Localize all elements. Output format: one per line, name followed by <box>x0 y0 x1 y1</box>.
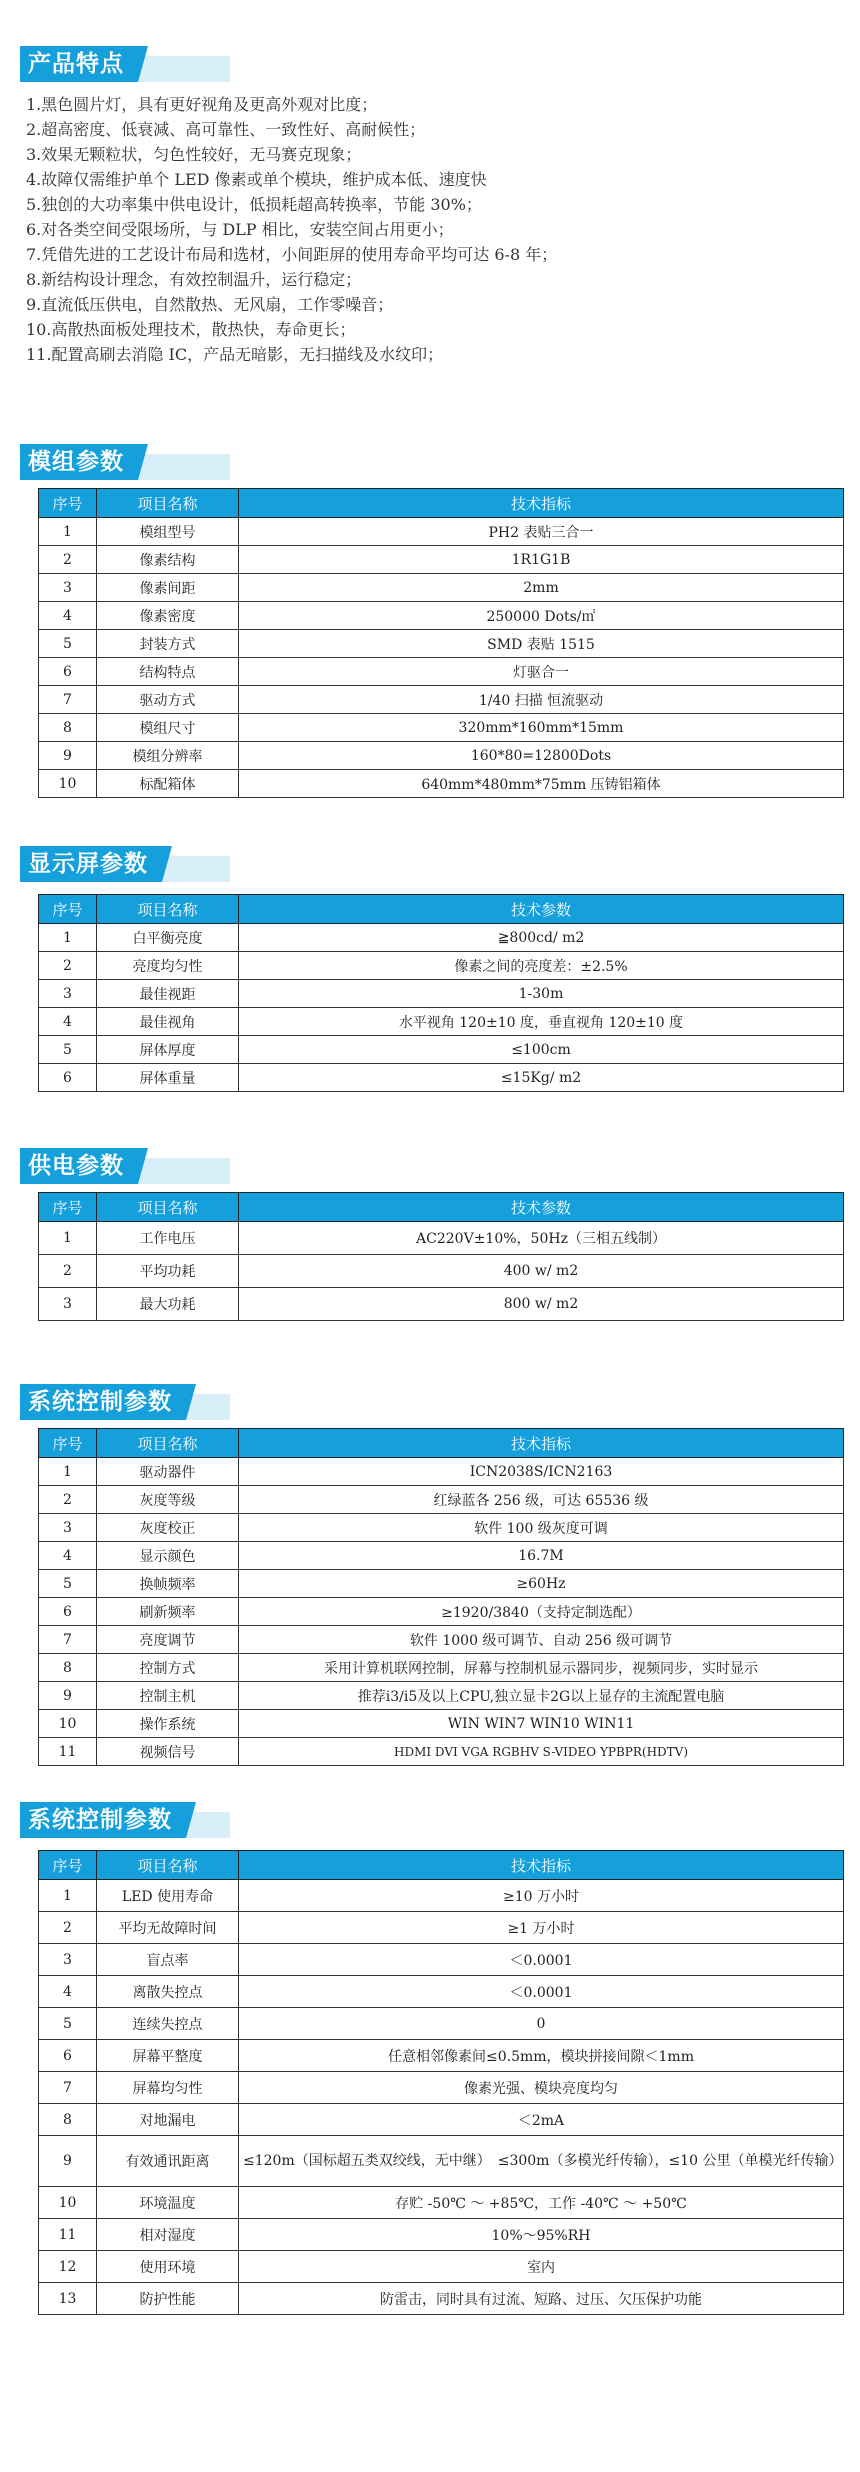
row-index: 3 <box>39 574 97 602</box>
module-banner <box>20 440 860 484</box>
spec-value: 800 w/ m2 <box>239 1288 844 1321</box>
column-header: 项目名称 <box>97 1429 239 1458</box>
column-header: 技术参数 <box>239 895 844 924</box>
spec-value: ≧800cd/ m2 <box>239 924 844 952</box>
table-row <box>39 2283 844 2315</box>
table-row <box>39 980 844 1008</box>
row-index: 9 <box>39 2136 97 2187</box>
item-name: 屏体重量 <box>97 1064 239 1092</box>
spec-value: 640mm*480mm*75mm 压铸铝箱体 <box>239 770 844 798</box>
spec-value: AC220V±10%，50Hz（三相五线制） <box>239 1222 844 1255</box>
item-name: 工作电压 <box>97 1222 239 1255</box>
row-index: 6 <box>39 2040 97 2072</box>
table-row <box>39 602 844 630</box>
table-row <box>39 2251 844 2283</box>
table-row <box>39 1912 844 1944</box>
item-name: 最大功耗 <box>97 1288 239 1321</box>
table-row <box>39 686 844 714</box>
table-row <box>39 1738 844 1766</box>
item-name: 视频信号 <box>97 1738 239 1766</box>
table-row <box>39 770 844 798</box>
row-index: 7 <box>39 686 97 714</box>
spec-value: 160*80=12800Dots <box>239 742 844 770</box>
row-index: 5 <box>39 630 97 658</box>
row-index: 1 <box>39 924 97 952</box>
row-index: 13 <box>39 2283 97 2315</box>
row-index: 1 <box>39 1880 97 1912</box>
table-row <box>39 1626 844 1654</box>
item-name: 灰度校正 <box>97 1514 239 1542</box>
row-index: 2 <box>39 1486 97 1514</box>
row-index: 1 <box>39 1222 97 1255</box>
feature-item: 1.黑色圆片灯，具有更好视角及更高外观对比度； <box>26 95 378 114</box>
table-header-row <box>39 1851 844 1880</box>
spec-value: 10%～95%RH <box>239 2219 844 2251</box>
row-index: 9 <box>39 1682 97 1710</box>
spec-value: 任意相邻像素间≤0.5mm，模块拼接间隙＜1mm <box>239 2040 844 2072</box>
feature-item: 3.效果无颗粒状，匀色性较好，无马赛克现象； <box>26 145 362 164</box>
column-header: 序号 <box>39 1851 97 1880</box>
row-index: 1 <box>39 518 97 546</box>
row-index: 11 <box>39 1738 97 1766</box>
row-index: 3 <box>39 1288 97 1321</box>
item-name: 驱动器件 <box>97 1458 239 1486</box>
item-name: 操作系统 <box>97 1710 239 1738</box>
item-name: 控制方式 <box>97 1654 239 1682</box>
feature-item: 4.故障仅需维护单个 LED 像素或单个模块，维护成本低、速度快 <box>26 170 487 189</box>
spec-value: ≤15Kg/ m2 <box>239 1064 844 1092</box>
table-row <box>39 1654 844 1682</box>
item-name: 亮度均匀性 <box>97 952 239 980</box>
row-index: 1 <box>39 1458 97 1486</box>
item-name: 最佳视距 <box>97 980 239 1008</box>
row-index: 10 <box>39 770 97 798</box>
control-section <box>0 1380 860 1424</box>
item-name: 像素密度 <box>97 602 239 630</box>
column-header: 技术指标 <box>239 1429 844 1458</box>
table-header-row <box>39 1429 844 1458</box>
spec-value: ＜2mA <box>239 2104 844 2136</box>
item-name: 使用环境 <box>97 2251 239 2283</box>
spec-value: ≥10 万小时 <box>239 1880 844 1912</box>
item-name: 灰度等级 <box>97 1486 239 1514</box>
spec-value: HDMI DVI VGA RGBHV S-VIDEO YPBPR(HDTV) <box>239 1738 844 1766</box>
feature-item: 9.直流低压供电，自然散热、无风扇，工作零噪音； <box>26 295 394 314</box>
table-row <box>39 1570 844 1598</box>
row-index: 6 <box>39 658 97 686</box>
row-index: 5 <box>39 1036 97 1064</box>
column-header: 序号 <box>39 489 97 518</box>
table-row <box>39 1222 844 1255</box>
spec-value: 红绿蓝各 256 级，可达 65536 级 <box>239 1486 844 1514</box>
table-row <box>39 1036 844 1064</box>
row-index: 7 <box>39 1626 97 1654</box>
row-index: 2 <box>39 1255 97 1288</box>
row-index: 3 <box>39 980 97 1008</box>
column-header: 项目名称 <box>97 1193 239 1222</box>
display-title: 显示屏参数 <box>20 846 162 882</box>
reliability-title: 系统控制参数 <box>20 1802 186 1838</box>
spec-value: 1-30m <box>239 980 844 1008</box>
feature-item: 6.对各类空间受限场所，与 DLP 相比，安装空间占用更小； <box>26 220 454 239</box>
item-name: 封装方式 <box>97 630 239 658</box>
module-spec-table <box>38 488 844 798</box>
row-index: 4 <box>39 1008 97 1036</box>
spec-value: 像素光强、模块亮度均匀 <box>239 2072 844 2104</box>
module-title: 模组参数 <box>20 444 138 480</box>
spec-value: 400 w/ m2 <box>239 1255 844 1288</box>
row-index: 6 <box>39 1064 97 1092</box>
row-index: 9 <box>39 742 97 770</box>
display-section <box>0 842 860 886</box>
table-row <box>39 1682 844 1710</box>
row-index: 7 <box>39 2072 97 2104</box>
item-name: 防护性能 <box>97 2283 239 2315</box>
spec-value: 软件 1000 级可调节、自动 256 级可调节 <box>239 1626 844 1654</box>
item-name: 屏幕平整度 <box>97 2040 239 2072</box>
table-row <box>39 2040 844 2072</box>
row-index: 8 <box>39 714 97 742</box>
item-name: 标配箱体 <box>97 770 239 798</box>
row-index: 4 <box>39 602 97 630</box>
table-row <box>39 2008 844 2040</box>
table-row <box>39 1008 844 1036</box>
spec-value: ≥1 万小时 <box>239 1912 844 1944</box>
control-spec-table <box>38 1428 844 1766</box>
item-name: 亮度调节 <box>97 1626 239 1654</box>
column-header: 序号 <box>39 1429 97 1458</box>
spec-value: ＜0.0001 <box>239 1944 844 1976</box>
column-header: 项目名称 <box>97 1851 239 1880</box>
row-index: 4 <box>39 1976 97 2008</box>
spec-value: 1R1G1B <box>239 546 844 574</box>
item-name: 有效通讯距离 <box>97 2136 239 2187</box>
reliability-spec-table <box>38 1850 844 2315</box>
table-row <box>39 952 844 980</box>
table-row <box>39 1458 844 1486</box>
feature-item: 10.高散热面板处理技术，散热快，寿命更长； <box>26 320 356 339</box>
features-list <box>0 92 860 367</box>
table-row <box>39 1486 844 1514</box>
power-spec-table <box>38 1192 844 1321</box>
item-name: 白平衡亮度 <box>97 924 239 952</box>
table-row <box>39 2072 844 2104</box>
feature-item: 8.新结构设计理念，有效控制温升，运行稳定； <box>26 270 362 289</box>
table-row <box>39 1255 844 1288</box>
item-name: 模组型号 <box>97 518 239 546</box>
spec-value: 320mm*160mm*15mm <box>239 714 844 742</box>
row-index: 3 <box>39 1514 97 1542</box>
spec-value: 1/40 扫描 恒流驱动 <box>239 686 844 714</box>
spec-value: 存贮 -50℃ ～ +85℃，工作 -40℃ ～ +50℃ <box>239 2187 844 2219</box>
table-row <box>39 1064 844 1092</box>
power-title: 供电参数 <box>20 1148 138 1184</box>
item-name: 屏体厚度 <box>97 1036 239 1064</box>
reliability-section <box>0 1798 860 1842</box>
features-banner <box>20 42 860 86</box>
item-name: 模组尺寸 <box>97 714 239 742</box>
item-name: 驱动方式 <box>97 686 239 714</box>
column-header: 技术参数 <box>239 1193 844 1222</box>
spec-value: ＜0.0001 <box>239 1976 844 2008</box>
control-banner <box>20 1380 860 1424</box>
column-header: 项目名称 <box>97 895 239 924</box>
spec-value: 灯驱合一 <box>239 658 844 686</box>
item-name: LED 使用寿命 <box>97 1880 239 1912</box>
table-row <box>39 1880 844 1912</box>
table-row <box>39 2219 844 2251</box>
item-name: 换帧频率 <box>97 1570 239 1598</box>
spec-value: 250000 Dots/㎡ <box>239 602 844 630</box>
item-name: 平均功耗 <box>97 1255 239 1288</box>
row-index: 11 <box>39 2219 97 2251</box>
column-header: 技术指标 <box>239 489 844 518</box>
table-row <box>39 1944 844 1976</box>
features-section <box>0 42 860 367</box>
item-name: 盲点率 <box>97 1944 239 1976</box>
table-row <box>39 2104 844 2136</box>
item-name: 屏幕均匀性 <box>97 2072 239 2104</box>
table-row <box>39 546 844 574</box>
row-index: 4 <box>39 1542 97 1570</box>
column-header: 序号 <box>39 1193 97 1222</box>
feature-item: 7.凭借先进的工艺设计布局和选材，小间距屏的使用寿命平均可达 6-8 年； <box>26 245 558 264</box>
table-header-row <box>39 1193 844 1222</box>
column-header: 项目名称 <box>97 489 239 518</box>
power-banner <box>20 1144 860 1188</box>
table-header-row <box>39 489 844 518</box>
table-row <box>39 658 844 686</box>
table-row <box>39 714 844 742</box>
column-header: 序号 <box>39 895 97 924</box>
spec-value: SMD 表贴 1515 <box>239 630 844 658</box>
spec-value: 像素之间的亮度差：±2.5% <box>239 952 844 980</box>
item-name: 连续失控点 <box>97 2008 239 2040</box>
row-index: 2 <box>39 1912 97 1944</box>
row-index: 8 <box>39 2104 97 2136</box>
item-name: 相对湿度 <box>97 2219 239 2251</box>
table-row <box>39 1710 844 1738</box>
item-name: 最佳视角 <box>97 1008 239 1036</box>
spec-value: PH2 表贴三合一 <box>239 518 844 546</box>
item-name: 离散失控点 <box>97 1976 239 2008</box>
spec-value: WIN WIN7 WIN10 WIN11 <box>239 1710 844 1738</box>
table-row <box>39 924 844 952</box>
feature-item: 11.配置高刷去消隐 IC，产品无暗影，无扫描线及水纹印； <box>26 345 444 364</box>
item-name: 模组分辨率 <box>97 742 239 770</box>
item-name: 像素间距 <box>97 574 239 602</box>
column-header: 技术指标 <box>239 1851 844 1880</box>
table-row <box>39 574 844 602</box>
power-section <box>0 1144 860 1188</box>
table-row <box>39 1976 844 2008</box>
row-index: 2 <box>39 952 97 980</box>
row-index: 10 <box>39 2187 97 2219</box>
row-index: 10 <box>39 1710 97 1738</box>
spec-value: 2mm <box>239 574 844 602</box>
table-row <box>39 1288 844 1321</box>
reliability-banner <box>20 1798 860 1842</box>
row-index: 5 <box>39 1570 97 1598</box>
item-name: 像素结构 <box>97 546 239 574</box>
spec-value: 水平视角 120±10 度，垂直视角 120±10 度 <box>239 1008 844 1036</box>
table-row <box>39 1514 844 1542</box>
table-row <box>39 742 844 770</box>
item-name: 控制主机 <box>97 1682 239 1710</box>
item-name: 对地漏电 <box>97 2104 239 2136</box>
spec-value: 软件 100 级灰度可调 <box>239 1514 844 1542</box>
spec-value: ≤120m（国标超五类双绞线，无中继） ≤300m（多模光纤传输），≤10 公里（单模光纤传输） <box>239 2136 844 2187</box>
table-row <box>39 1598 844 1626</box>
display-banner <box>20 842 860 886</box>
item-name: 平均无故障时间 <box>97 1912 239 1944</box>
module-section <box>0 440 860 484</box>
spec-value: 防雷击，同时具有过流、短路、过压、欠压保护功能 <box>239 2283 844 2315</box>
item-name: 环境温度 <box>97 2187 239 2219</box>
feature-item: 2.超高密度、低衰减、高可靠性、一致性好、高耐候性； <box>26 120 426 139</box>
row-index: 2 <box>39 546 97 574</box>
table-row <box>39 518 844 546</box>
feature-item: 5.独创的大功率集中供电设计，低损耗超高转换率，节能 30%； <box>26 195 482 214</box>
table-row <box>39 1542 844 1570</box>
row-index: 3 <box>39 1944 97 1976</box>
table-row <box>39 630 844 658</box>
spec-value: ≥60Hz <box>239 1570 844 1598</box>
row-index: 6 <box>39 1598 97 1626</box>
spec-value: 采用计算机联网控制，屏幕与控制机显示器同步，视频同步，实时显示 <box>239 1654 844 1682</box>
control-title: 系统控制参数 <box>20 1384 186 1420</box>
row-index: 5 <box>39 2008 97 2040</box>
item-name: 显示颜色 <box>97 1542 239 1570</box>
spec-value: 0 <box>239 2008 844 2040</box>
row-index: 12 <box>39 2251 97 2283</box>
spec-value: ≤100cm <box>239 1036 844 1064</box>
spec-value: 室内 <box>239 2251 844 2283</box>
features-title: 产品特点 <box>20 46 138 82</box>
display-spec-table <box>38 894 844 1092</box>
spec-value: ICN2038S/ICN2163 <box>239 1458 844 1486</box>
item-name: 刷新频率 <box>97 1598 239 1626</box>
spec-value: 推荐i3/i5及以上CPU,独立显卡2G以上显存的主流配置电脑 <box>239 1682 844 1710</box>
spec-value: ≥1920/3840（支持定制选配） <box>239 1598 844 1626</box>
table-header-row <box>39 895 844 924</box>
item-name: 结构特点 <box>97 658 239 686</box>
table-row <box>39 2187 844 2219</box>
spec-value: 16.7M <box>239 1542 844 1570</box>
row-index: 8 <box>39 1654 97 1682</box>
table-row <box>39 2136 844 2187</box>
